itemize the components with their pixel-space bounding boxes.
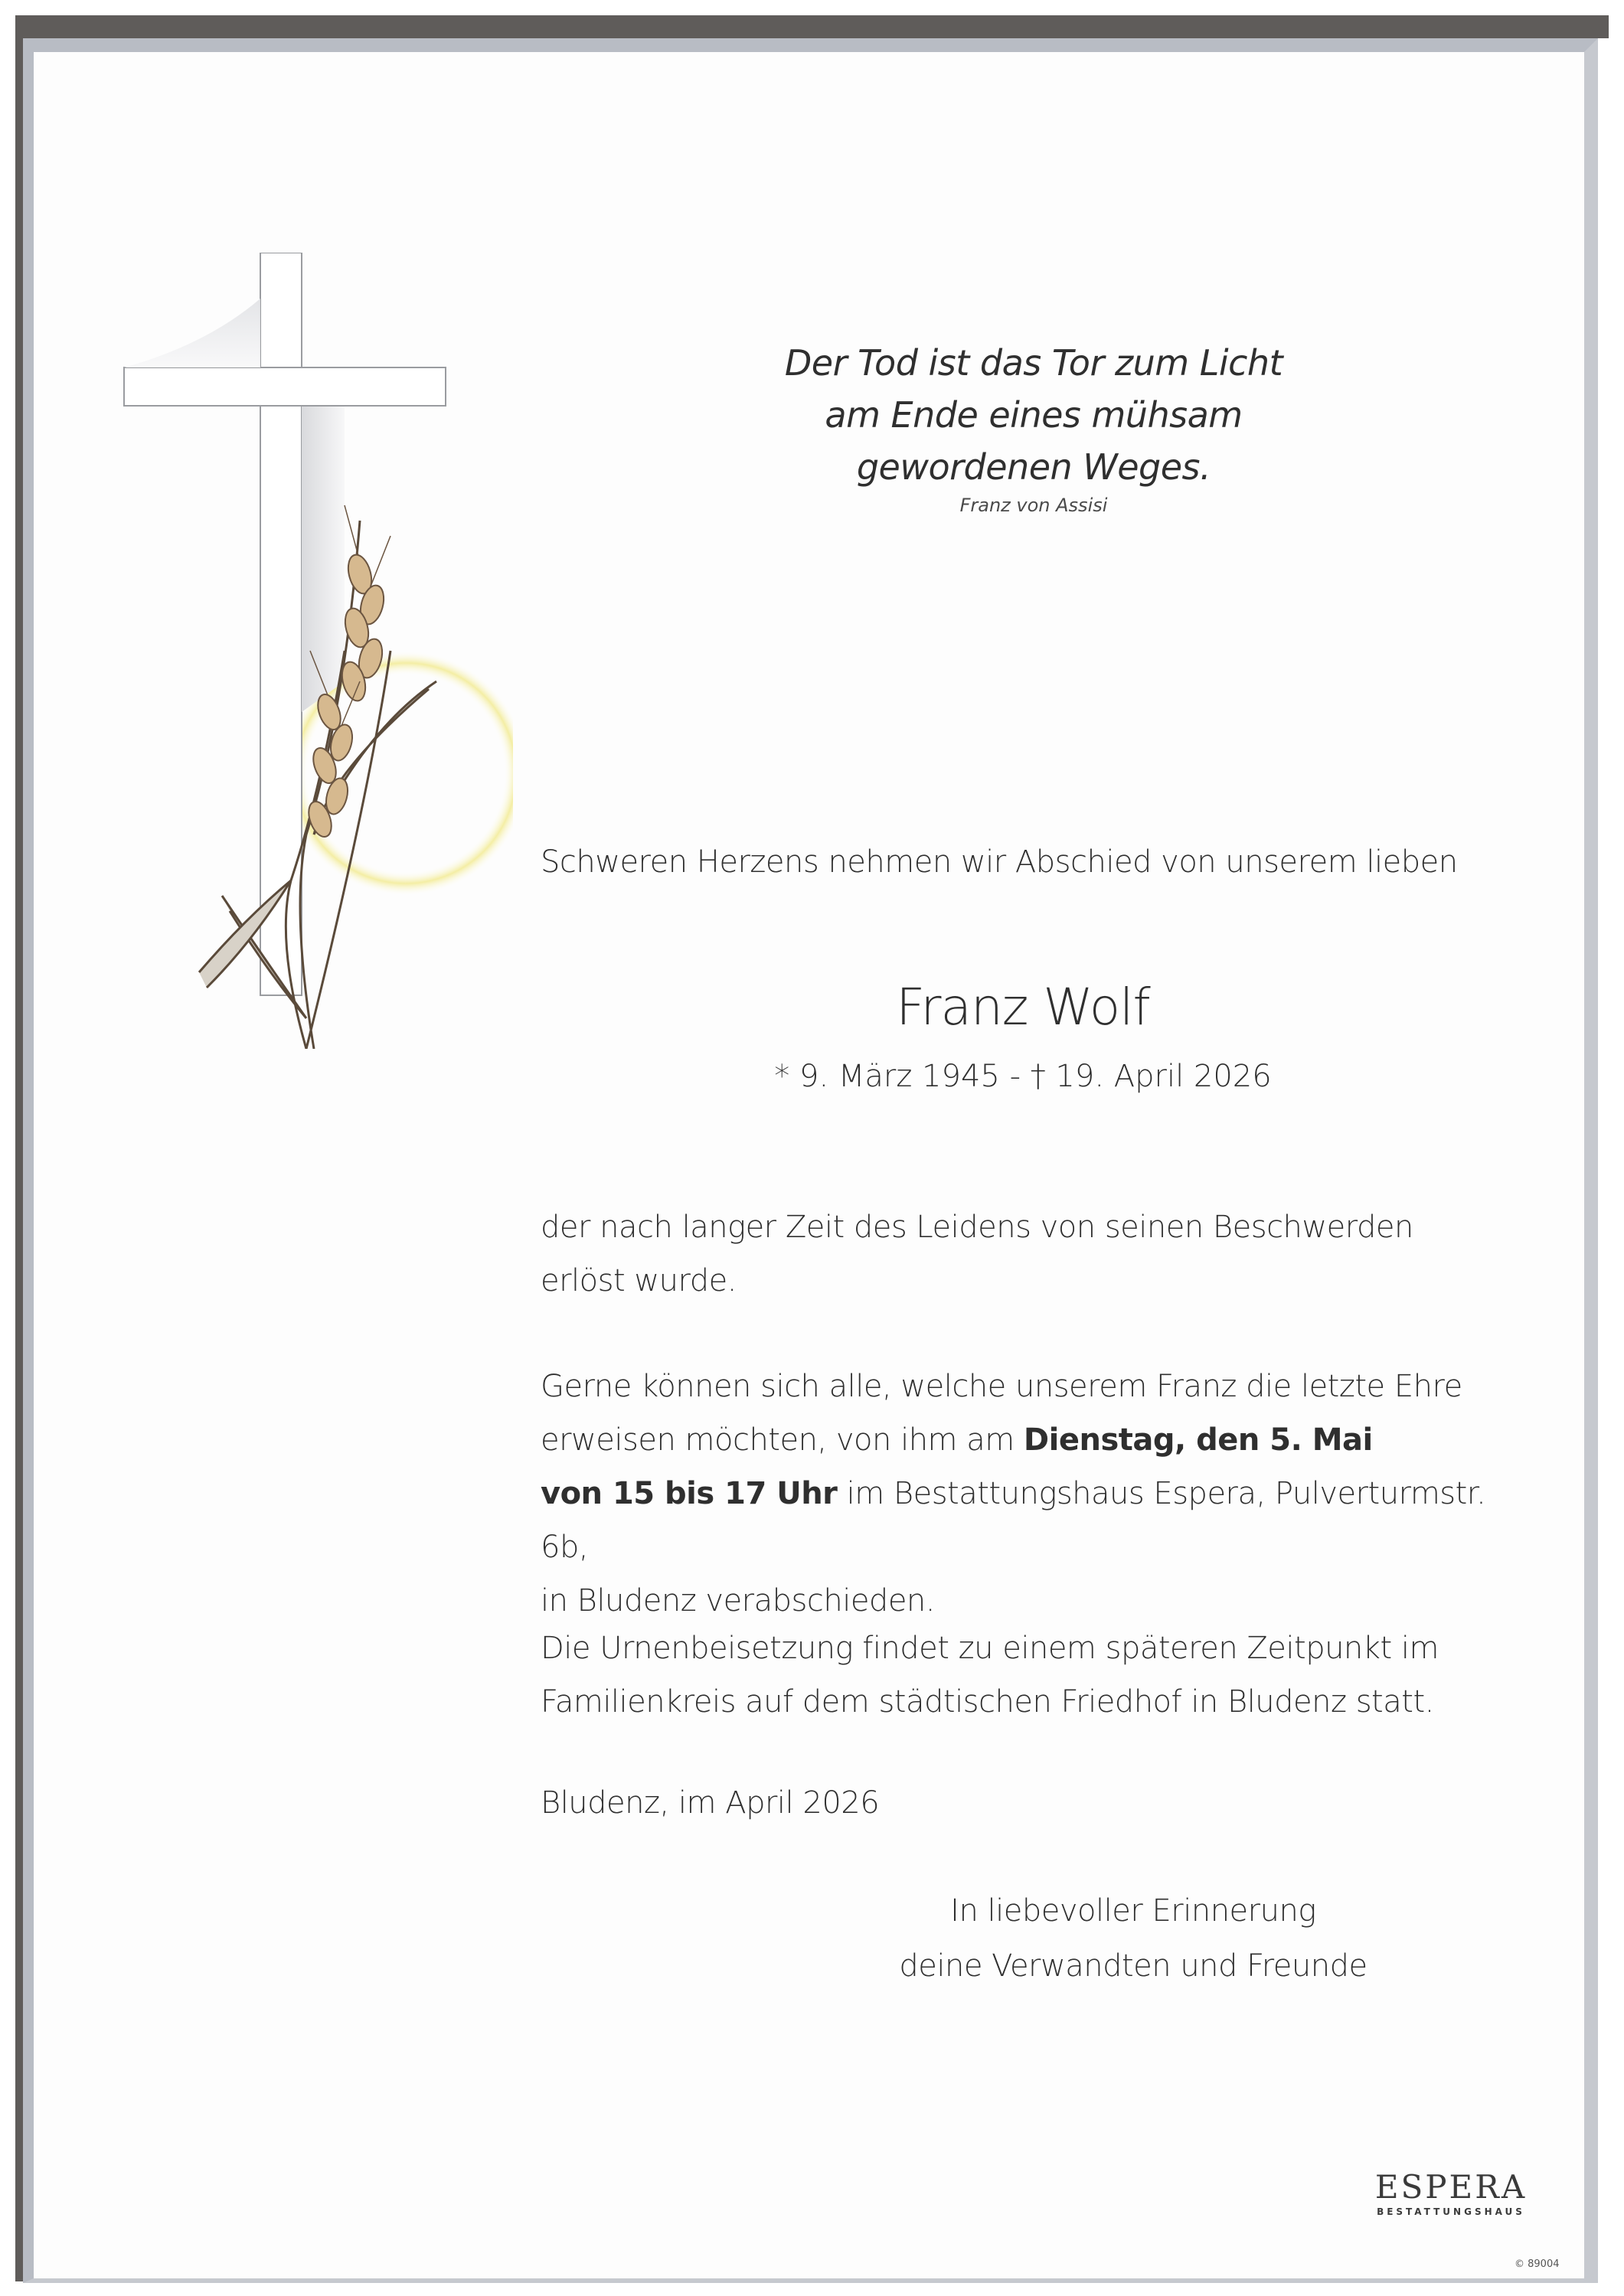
quote-line: Der Tod ist das Tor zum Licht	[784, 342, 1283, 384]
brand-name: ESPERA	[1374, 2168, 1528, 2206]
paragraph-passing	[541, 1200, 1505, 1308]
frame-top-border	[15, 15, 1609, 38]
paragraph-line: der nach langer Zeit des Leidens von seinen Beschwerden	[541, 1210, 1413, 1245]
quote-line: gewordenen Weges.	[856, 446, 1211, 488]
paragraph-text: erweisen möchten, von ihm am	[541, 1422, 1024, 1458]
quote-block	[689, 337, 1378, 518]
closing-line: In liebevoller Erinnerung	[950, 1893, 1316, 1929]
farewell-time: von 15 bis 17 Uhr	[541, 1476, 838, 1511]
paragraph-farewell	[541, 1360, 1505, 1628]
paragraph-line: Gerne können sich alle, welche unserem Franz die letzte Ehre	[541, 1369, 1462, 1404]
paragraph-line: Familienkreis auf dem städtischen Friedhof in Bludenz statt.	[541, 1684, 1434, 1720]
paragraph-line	[541, 1467, 1505, 1574]
paragraph-text: im Bestattungshaus Espera, Pulverturmstr. 6b,	[541, 1476, 1486, 1565]
quote-author: Franz von Assisi	[959, 495, 1108, 516]
copyright-note: © 89004	[1515, 2258, 1560, 2270]
paragraph-line	[541, 1413, 1505, 1467]
closing-block	[842, 1883, 1424, 1994]
brand-subtitle: BESTATTUNGSHAUS	[1377, 2206, 1525, 2217]
farewell-date: Dienstag, den 5. Mai	[1023, 1422, 1373, 1458]
cross-wheat-illustration	[115, 253, 513, 1049]
paragraph-line: in Bludenz verabschieden.	[541, 1583, 935, 1618]
quote-line: am Ende eines mühsam	[825, 394, 1243, 436]
brand-logo	[1363, 2170, 1539, 2219]
deceased-name: Franz Wolf	[896, 978, 1150, 1037]
frame-left-border	[15, 15, 23, 2281]
paragraph-burial	[541, 1622, 1505, 1729]
life-dates: * 9. März 1945 - † 19. April 2026	[774, 1059, 1272, 1094]
paragraph-line: Die Urnenbeisetzung findet zu einem späteren Zeitpunkt im	[541, 1631, 1439, 1666]
intro-text: Schweren Herzens nehmen wir Abschied von unserem lieben	[541, 844, 1458, 880]
closing-line: deine Verwandten und Freunde	[899, 1948, 1367, 1984]
place-date: Bludenz, im April 2026	[541, 1785, 880, 1821]
paragraph-line: erlöst wurde.	[541, 1263, 737, 1298]
